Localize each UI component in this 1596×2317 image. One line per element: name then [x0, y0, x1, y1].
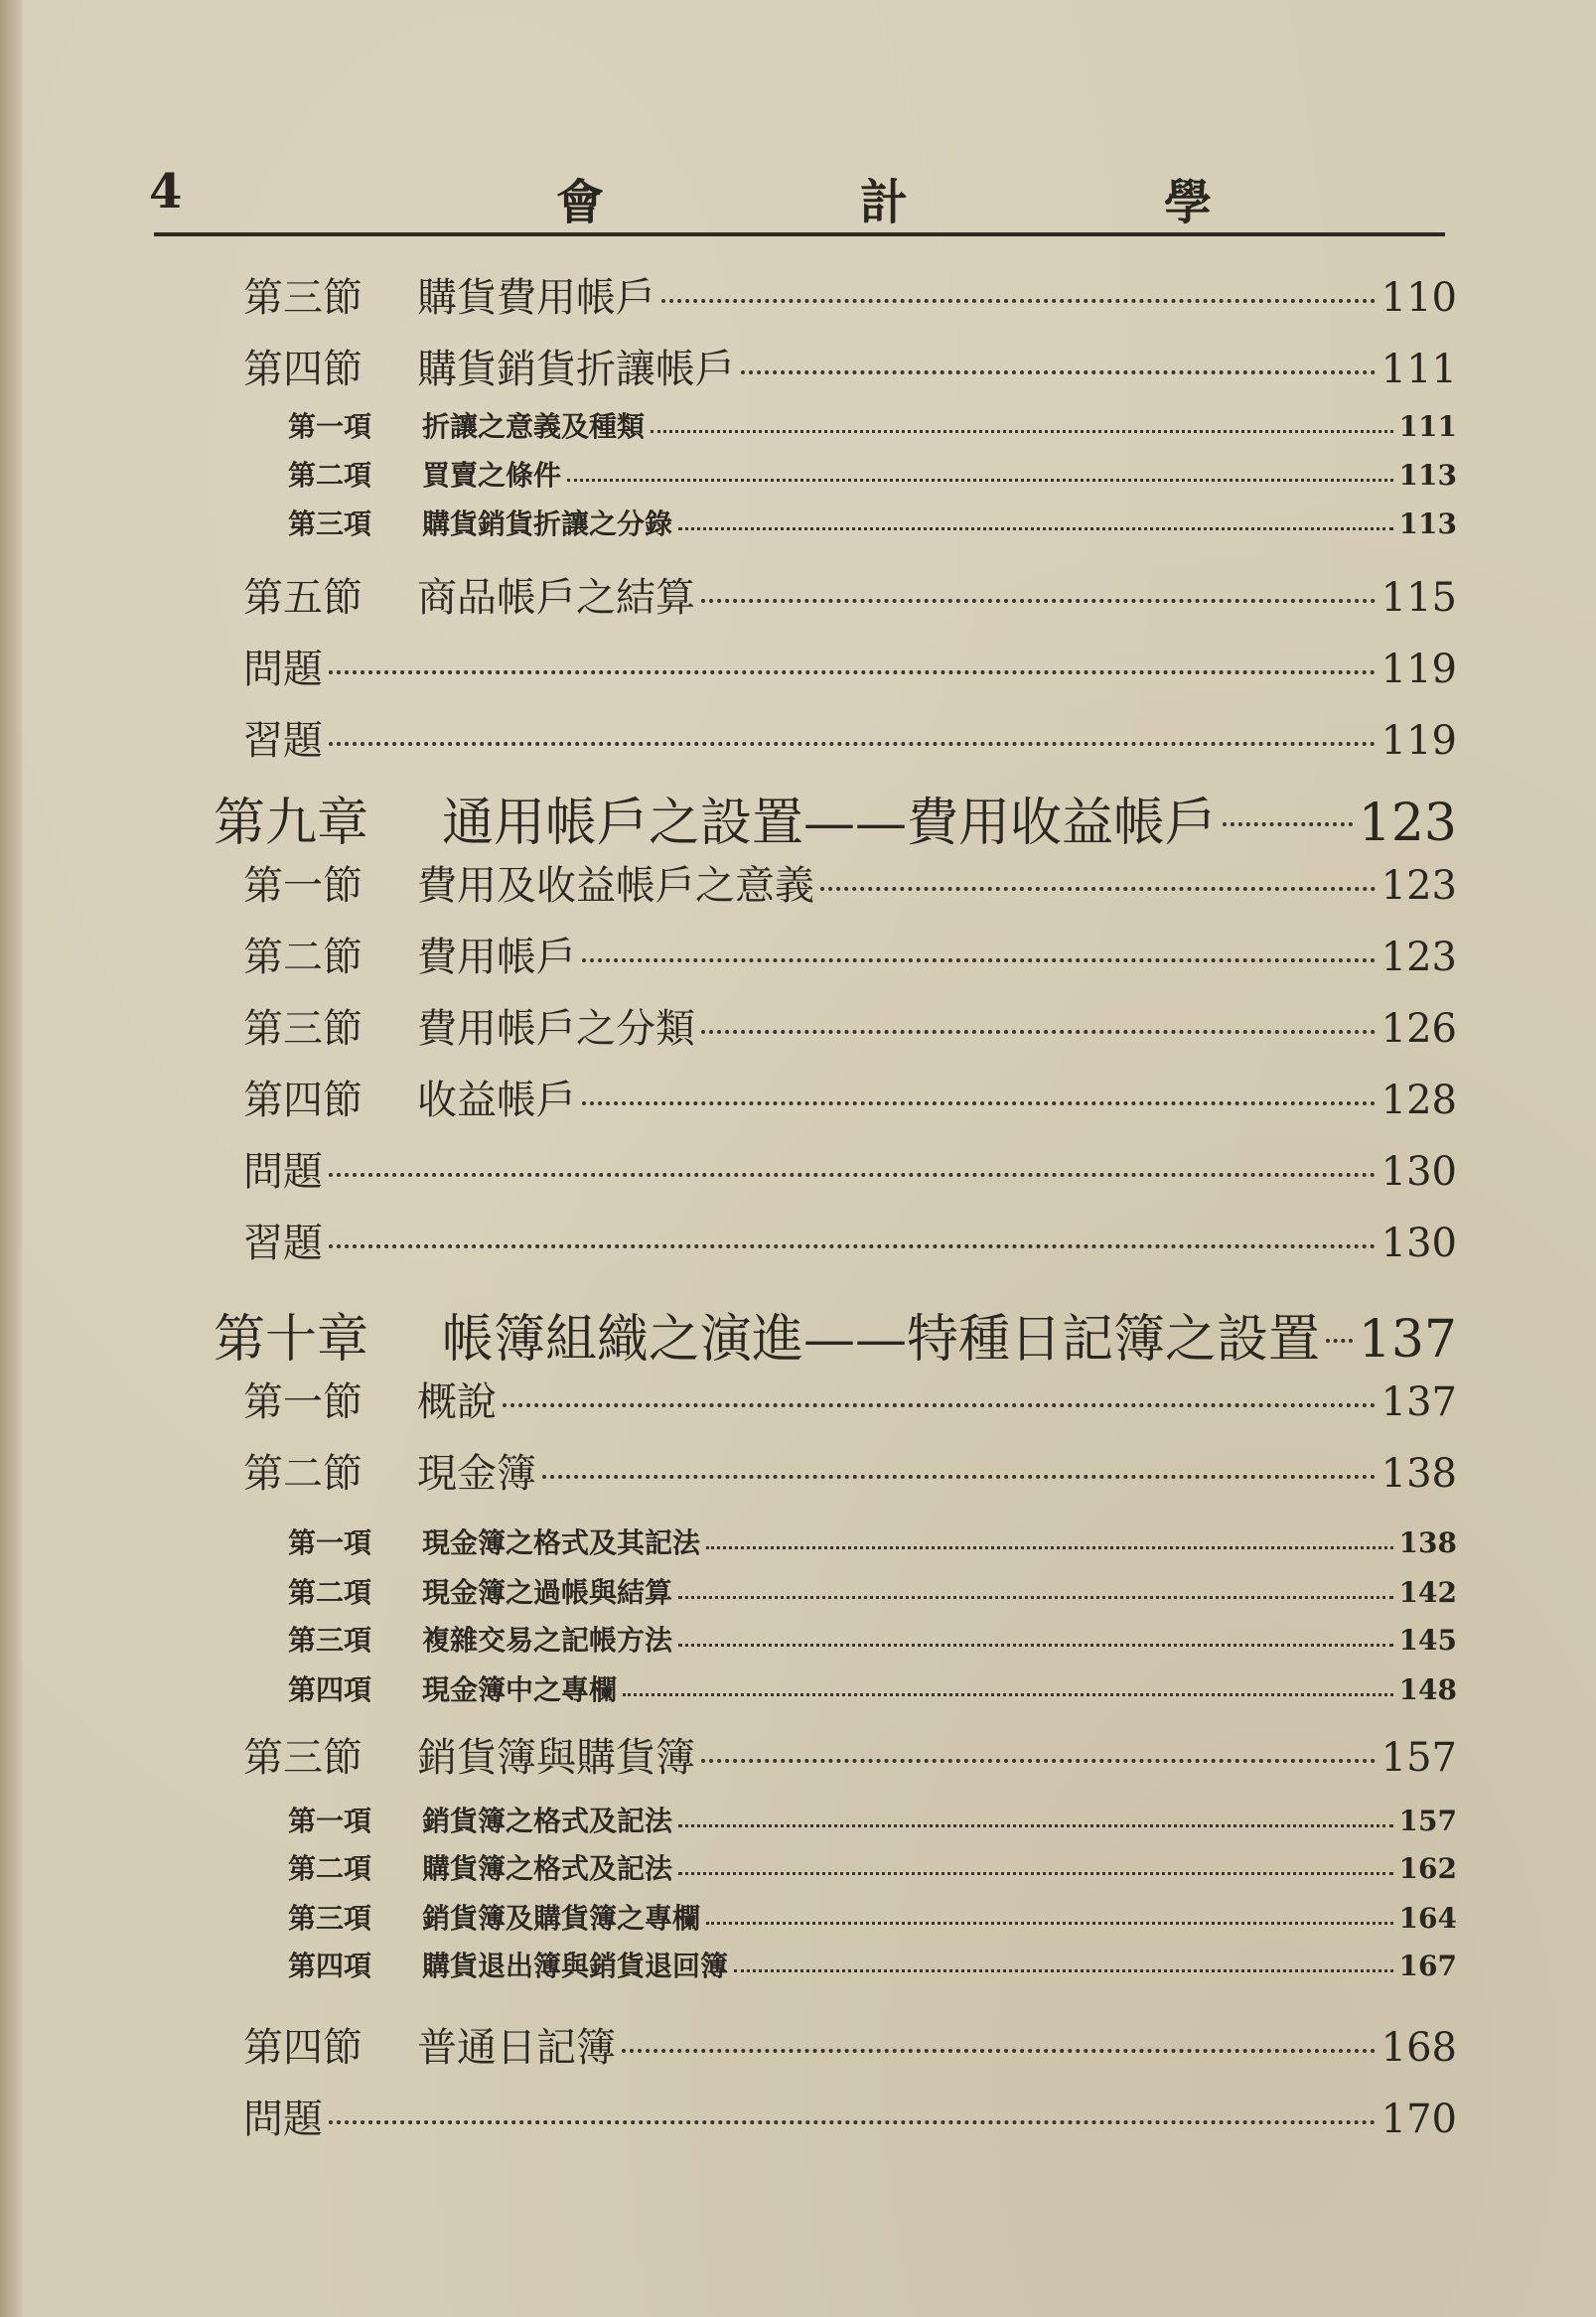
dot-leader [678, 1596, 1393, 1599]
toc-entry-title: 購貨銷貨折讓帳戶 [417, 347, 735, 392]
toc-entry-item [0, 1897, 1596, 1937]
toc-entry-label: 第四節 [243, 1078, 363, 1123]
toc-entry-page-number: 113 [1398, 507, 1457, 540]
dot-leader [678, 527, 1393, 530]
toc-entry-sec [0, 854, 1596, 911]
toc-entry-item [0, 1668, 1596, 1708]
dot-leader [329, 1173, 1376, 1177]
dot-leader [678, 1872, 1393, 1875]
toc-entry-label: 第一項 [288, 1526, 372, 1559]
toc-entry-title: 費用帳戶之分類 [417, 1006, 695, 1052]
toc-entry-label: 第十章 [214, 1310, 369, 1370]
dot-leader [623, 1693, 1393, 1696]
title-char: 計 [859, 175, 908, 230]
toc-entry-label: 第九章 [214, 794, 369, 853]
toc-entry-page-number: 119 [1380, 647, 1457, 692]
toc-entry-label: 第五節 [243, 575, 363, 621]
toc-entry-label: 第三節 [243, 275, 363, 321]
toc-entry-title: 銷貨簿之格式及記法 [422, 1805, 673, 1837]
toc-entry-sec [0, 266, 1596, 323]
toc-entry-item [0, 503, 1596, 542]
toc-entry-title: 現金簿之過帳與結算 [422, 1576, 673, 1609]
toc-entry-title: 複雜交易之記帳方法 [422, 1624, 673, 1657]
toc-entry-label: 第一項 [288, 1805, 372, 1837]
dot-leader [503, 1403, 1376, 1407]
toc-entry-sec [0, 566, 1596, 623]
toc-entry-page-number: 111 [1398, 410, 1457, 443]
toc-entry-title: 銷貨簿及購貨簿之專欄 [422, 1902, 701, 1935]
toc-entry-title: 問題 [243, 647, 323, 692]
dot-leader [701, 599, 1376, 603]
title-char: 會 [556, 175, 605, 230]
toc-entry-title: 折讓之意義及種類 [422, 410, 646, 443]
toc-entry-title: 費用帳戶 [417, 935, 576, 980]
toc-entry-title: 習題 [243, 1221, 323, 1266]
toc-entry-title: 收益帳戶 [417, 1078, 576, 1123]
toc-entry-title: 購貨費用帳戶 [417, 275, 655, 321]
toc-entry-page-number: 123 [1380, 935, 1457, 980]
toc-entry-page-number: 138 [1380, 1451, 1457, 1497]
dot-leader [329, 1244, 1376, 1248]
toc-entry-page-number: 157 [1380, 1735, 1457, 1781]
toc-entry-title: 費用及收益帳戶之意義 [417, 863, 814, 909]
toc-entry-page-number: 167 [1398, 1950, 1457, 1982]
toc-entry-item [0, 1619, 1596, 1659]
toc-entry-ex [0, 2088, 1596, 2144]
toc-entry-page-number: 142 [1398, 1576, 1457, 1609]
dot-leader [622, 2049, 1376, 2053]
toc-entry-label: 第四節 [243, 347, 363, 392]
toc-entry-page-number: 110 [1380, 275, 1457, 321]
toc-entry-item [0, 1945, 1596, 1984]
toc-entry-ex [0, 638, 1596, 694]
dot-leader [701, 1030, 1376, 1034]
toc-entry-item [0, 1521, 1596, 1561]
toc-entry-title: 現金簿中之專欄 [422, 1673, 618, 1706]
toc-entry-label: 第一節 [243, 863, 363, 909]
toc-entry-label: 第一項 [288, 410, 372, 443]
toc-entry-chap [0, 1297, 1596, 1372]
toc-entry-label: 第三項 [288, 1902, 372, 1935]
dot-leader [706, 1546, 1393, 1549]
dot-leader [820, 887, 1376, 891]
dot-leader [329, 2120, 1376, 2124]
toc-entry-title: 購貨退出簿與銷貨退回簿 [422, 1950, 729, 1982]
toc-entry-sec [0, 1442, 1596, 1499]
toc-entry-title: 現金簿 [417, 1451, 536, 1497]
toc-entry-page-number: 164 [1398, 1902, 1457, 1935]
dot-leader [542, 1475, 1376, 1479]
toc-entry-sec [0, 2016, 1596, 2073]
toc-entry-title: 問題 [243, 2097, 323, 2142]
toc-entry-page-number: 138 [1398, 1526, 1457, 1559]
toc-entry-label: 第三節 [243, 1735, 363, 1781]
toc-entry-title: 商品帳戶之結算 [417, 575, 695, 621]
toc-entry-title: 習題 [243, 718, 323, 764]
toc-entry-title: 概說 [417, 1379, 497, 1425]
toc-entry-title: 購貨銷貨折讓之分錄 [422, 507, 673, 540]
toc-entry-item [0, 1847, 1596, 1887]
toc-entry-page-number: 130 [1380, 1221, 1457, 1266]
dot-leader [661, 299, 1376, 303]
dot-leader [567, 479, 1393, 482]
dot-leader [1326, 1339, 1353, 1343]
toc-entry-page-number: 119 [1380, 718, 1457, 764]
toc-entry-label: 第三項 [288, 1624, 372, 1657]
toc-entry-ex [0, 1140, 1596, 1197]
toc-entry-sec [0, 997, 1596, 1054]
toc-entry-item [0, 454, 1596, 494]
toc-entry-title: 銷貨簿與購貨簿 [417, 1735, 695, 1781]
toc-entry-label: 第二節 [243, 935, 363, 980]
toc-entry-sec [0, 926, 1596, 982]
dot-leader [329, 670, 1376, 674]
toc-entry-ex [0, 1212, 1596, 1268]
dot-leader [1223, 822, 1353, 826]
toc-entry-page-number: 137 [1380, 1379, 1457, 1425]
toc-entry-label: 第三項 [288, 507, 372, 540]
dot-leader [678, 1824, 1393, 1827]
toc-entry-page-number: 115 [1380, 575, 1457, 621]
toc-entry-sec [0, 1726, 1596, 1783]
toc-entry-label: 第一節 [243, 1379, 363, 1425]
dot-leader [741, 370, 1376, 374]
toc-entry-page-number: 111 [1380, 347, 1457, 392]
title-char: 學 [1163, 175, 1212, 230]
toc-entry-item [0, 1571, 1596, 1611]
toc-entry-label: 第四節 [243, 2025, 363, 2071]
toc-entry-page-number: 137 [1358, 1310, 1457, 1370]
toc-entry-page-number: 170 [1380, 2097, 1457, 2142]
toc-entry-chap [0, 781, 1596, 855]
toc-entry-title: 購貨簿之格式及記法 [422, 1852, 673, 1885]
toc-entry-label: 第三節 [243, 1006, 363, 1052]
toc-entry-title: 帳簿組織之演進——特種日記簿之設置 [442, 1310, 1321, 1370]
toc-entry-label: 第四項 [288, 1950, 372, 1982]
toc-entry-page-number: 145 [1398, 1624, 1457, 1657]
page-number: 4 [149, 164, 183, 219]
toc-entry-page-number: 113 [1398, 459, 1457, 492]
toc-entry-page-number: 168 [1380, 2025, 1457, 2071]
toc-entry-ex [0, 709, 1596, 766]
toc-entry-item [0, 405, 1596, 445]
dot-leader [582, 958, 1376, 962]
toc-entry-label: 第二節 [243, 1451, 363, 1497]
toc-entry-page-number: 123 [1358, 794, 1457, 853]
toc-entry-page-number: 128 [1380, 1078, 1457, 1123]
dot-leader [678, 1644, 1393, 1647]
toc-entry-title: 通用帳戶之設置——費用收益帳戶 [442, 794, 1218, 853]
toc-entry-page-number: 126 [1380, 1006, 1457, 1052]
toc-entry-page-number: 130 [1380, 1149, 1457, 1195]
toc-entry-item [0, 1800, 1596, 1839]
dot-leader [329, 742, 1376, 746]
toc-entry-sec [0, 338, 1596, 394]
toc-entry-page-number: 157 [1398, 1805, 1457, 1837]
toc-entry-label: 第二項 [288, 459, 372, 492]
toc-entry-title: 普通日記簿 [417, 2025, 616, 2071]
toc-entry-page-number: 123 [1380, 863, 1457, 909]
toc-entry-label: 第二項 [288, 1576, 372, 1609]
dot-leader [582, 1101, 1376, 1105]
toc-entry-title: 問題 [243, 1149, 323, 1195]
toc-entry-sec [0, 1069, 1596, 1125]
toc-entry-title: 買賣之條件 [422, 459, 562, 492]
dot-leader [701, 1759, 1376, 1763]
dot-leader [734, 1969, 1393, 1972]
toc-entry-page-number: 148 [1398, 1673, 1457, 1706]
dot-leader [706, 1922, 1393, 1925]
toc-entry-label: 第四項 [288, 1673, 372, 1706]
toc-entry-page-number: 162 [1398, 1852, 1457, 1885]
toc-entry-sec [0, 1371, 1596, 1427]
dot-leader [651, 430, 1393, 433]
toc-entry-title: 現金簿之格式及其記法 [422, 1526, 701, 1559]
toc-entry-label: 第二項 [288, 1852, 372, 1885]
